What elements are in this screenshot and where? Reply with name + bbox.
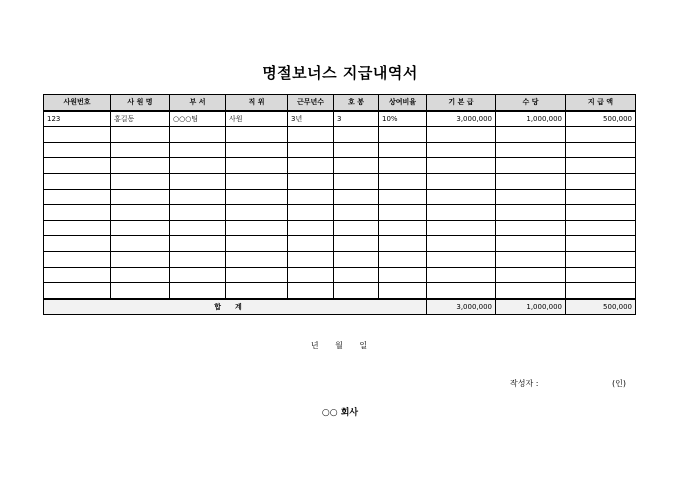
header-allowance: 수 당: [496, 95, 566, 111]
table-row: [44, 251, 636, 267]
table-cell: ○○○팀: [170, 111, 226, 127]
table-row: [44, 127, 636, 143]
table-cell: [496, 173, 566, 189]
table-cell: [226, 267, 288, 283]
table-cell: 10%: [379, 111, 427, 127]
table-cell: [288, 173, 334, 189]
table-cell: [379, 189, 427, 205]
total-label: 합계: [44, 299, 427, 315]
table-cell: [288, 142, 334, 158]
document-title: 명절보너스 지급내역서: [262, 64, 418, 82]
table-cell: [427, 127, 496, 143]
table-cell: 500,000: [566, 111, 636, 127]
table-cell: [44, 142, 111, 158]
table-cell: [44, 189, 111, 205]
table-cell: [496, 127, 566, 143]
table-cell: [170, 236, 226, 252]
header-bonus-rate: 상여비율: [379, 95, 427, 111]
table-cell: [44, 283, 111, 299]
table-cell: [334, 267, 379, 283]
author-label: 작성자 :: [510, 379, 539, 388]
table-cell: [334, 220, 379, 236]
table-cell: [44, 127, 111, 143]
table-cell: [427, 205, 496, 221]
table-cell: [170, 173, 226, 189]
table-cell: [379, 283, 427, 299]
table-cell: [496, 220, 566, 236]
table-cell: [111, 127, 170, 143]
table-cell: [44, 173, 111, 189]
header-years: 근무년수: [288, 95, 334, 111]
table-cell: [44, 205, 111, 221]
table-cell: [44, 236, 111, 252]
table-row: [44, 220, 636, 236]
header-base-pay: 기 본 급: [427, 95, 496, 111]
table-cell: [226, 236, 288, 252]
table-cell: [170, 158, 226, 174]
table-cell: [334, 189, 379, 205]
table-row: [44, 283, 636, 299]
table-cell: 홍길동: [111, 111, 170, 127]
table-cell: [427, 220, 496, 236]
table-cell: [44, 220, 111, 236]
table-cell: [379, 158, 427, 174]
table-cell: [288, 189, 334, 205]
table-cell: [170, 142, 226, 158]
table-cell: [334, 158, 379, 174]
total-base-pay: 3,000,000: [427, 299, 496, 315]
table-cell: [566, 205, 636, 221]
header-employee-id: 사원번호: [44, 95, 111, 111]
header-employee-name: 사 원 명: [111, 95, 170, 111]
company-name: ○○ 회사: [321, 408, 359, 418]
table-cell: [288, 283, 334, 299]
table-cell: [226, 142, 288, 158]
table-cell: 123: [44, 111, 111, 127]
table-cell: [566, 142, 636, 158]
seal-mark: (인): [612, 379, 626, 388]
total-allowance: 1,000,000: [496, 299, 566, 315]
table-cell: [111, 251, 170, 267]
table-cell: [334, 173, 379, 189]
table-cell: [288, 205, 334, 221]
table-cell: [170, 251, 226, 267]
total-row: [44, 299, 636, 315]
table-cell: [288, 158, 334, 174]
header-row: [44, 95, 636, 111]
table-cell: [226, 173, 288, 189]
table-cell: [170, 283, 226, 299]
table-cell: [111, 267, 170, 283]
total-payment: 500,000: [566, 299, 636, 315]
table-cell: [334, 236, 379, 252]
table-row: [44, 142, 636, 158]
table-cell: [288, 251, 334, 267]
table-cell: [226, 205, 288, 221]
table-cell: [379, 142, 427, 158]
table-cell: 사원: [226, 111, 288, 127]
table-cell: [170, 189, 226, 205]
table-cell: [111, 189, 170, 205]
table-row: [44, 189, 636, 205]
table-cell: [170, 267, 226, 283]
table-cell: [111, 220, 170, 236]
table-cell: [427, 236, 496, 252]
table-cell: 3,000,000: [427, 111, 496, 127]
table-cell: [226, 251, 288, 267]
table-cell: [566, 220, 636, 236]
table-cell: [379, 173, 427, 189]
table-cell: [170, 220, 226, 236]
table-cell: [44, 158, 111, 174]
table-cell: [566, 189, 636, 205]
table-cell: [44, 251, 111, 267]
table-cell: [496, 142, 566, 158]
table-cell: [111, 236, 170, 252]
header-department: 부 서: [170, 95, 226, 111]
table-cell: [226, 127, 288, 143]
table-cell: [566, 236, 636, 252]
table-cell: [496, 158, 566, 174]
table-cell: [111, 158, 170, 174]
table-cell: [288, 267, 334, 283]
table-cell: [566, 283, 636, 299]
table-cell: [334, 142, 379, 158]
table-cell: [496, 205, 566, 221]
table-cell: [170, 205, 226, 221]
table-cell: [379, 251, 427, 267]
table-cell: [566, 158, 636, 174]
table-cell: [496, 189, 566, 205]
table-cell: [496, 251, 566, 267]
table-cell: [496, 267, 566, 283]
table-cell: [379, 205, 427, 221]
table-cell: 3년: [288, 111, 334, 127]
table-row: [44, 236, 636, 252]
bonus-table: [43, 94, 636, 315]
table-cell: [427, 158, 496, 174]
table-row: [44, 205, 636, 221]
table-cell: [111, 205, 170, 221]
table-cell: [379, 127, 427, 143]
table-cell: [566, 173, 636, 189]
table-cell: [496, 236, 566, 252]
date-line: 년 월 일: [310, 341, 370, 350]
table-cell: [379, 236, 427, 252]
table-cell: 3: [334, 111, 379, 127]
table-cell: [334, 205, 379, 221]
table-cell: [566, 127, 636, 143]
table-cell: [111, 142, 170, 158]
table-cell: 1,000,000: [496, 111, 566, 127]
table-cell: [334, 251, 379, 267]
table-cell: [334, 127, 379, 143]
table-cell: [226, 220, 288, 236]
table-cell: [427, 173, 496, 189]
table-cell: [288, 220, 334, 236]
header-grade: 호 봉: [334, 95, 379, 111]
table-row: [44, 173, 636, 189]
table-cell: [427, 142, 496, 158]
table-cell: [427, 267, 496, 283]
table-cell: [111, 283, 170, 299]
table-cell: [427, 283, 496, 299]
table-cell: [288, 127, 334, 143]
table-cell: [226, 189, 288, 205]
table-cell: [427, 189, 496, 205]
table-cell: [226, 283, 288, 299]
table-row: [44, 158, 636, 174]
header-position: 직 위: [226, 95, 288, 111]
table-cell: [226, 158, 288, 174]
table-cell: [170, 127, 226, 143]
table-cell: [496, 283, 566, 299]
table-cell: [288, 236, 334, 252]
table-cell: [379, 267, 427, 283]
table-cell: [566, 267, 636, 283]
table-row: [44, 267, 636, 283]
table-cell: [334, 283, 379, 299]
header-payment: 지 급 액: [566, 95, 636, 111]
table-cell: [379, 220, 427, 236]
table-cell: [427, 251, 496, 267]
table-cell: [44, 267, 111, 283]
table-row: [44, 111, 636, 127]
table-cell: [111, 173, 170, 189]
table-cell: [566, 251, 636, 267]
